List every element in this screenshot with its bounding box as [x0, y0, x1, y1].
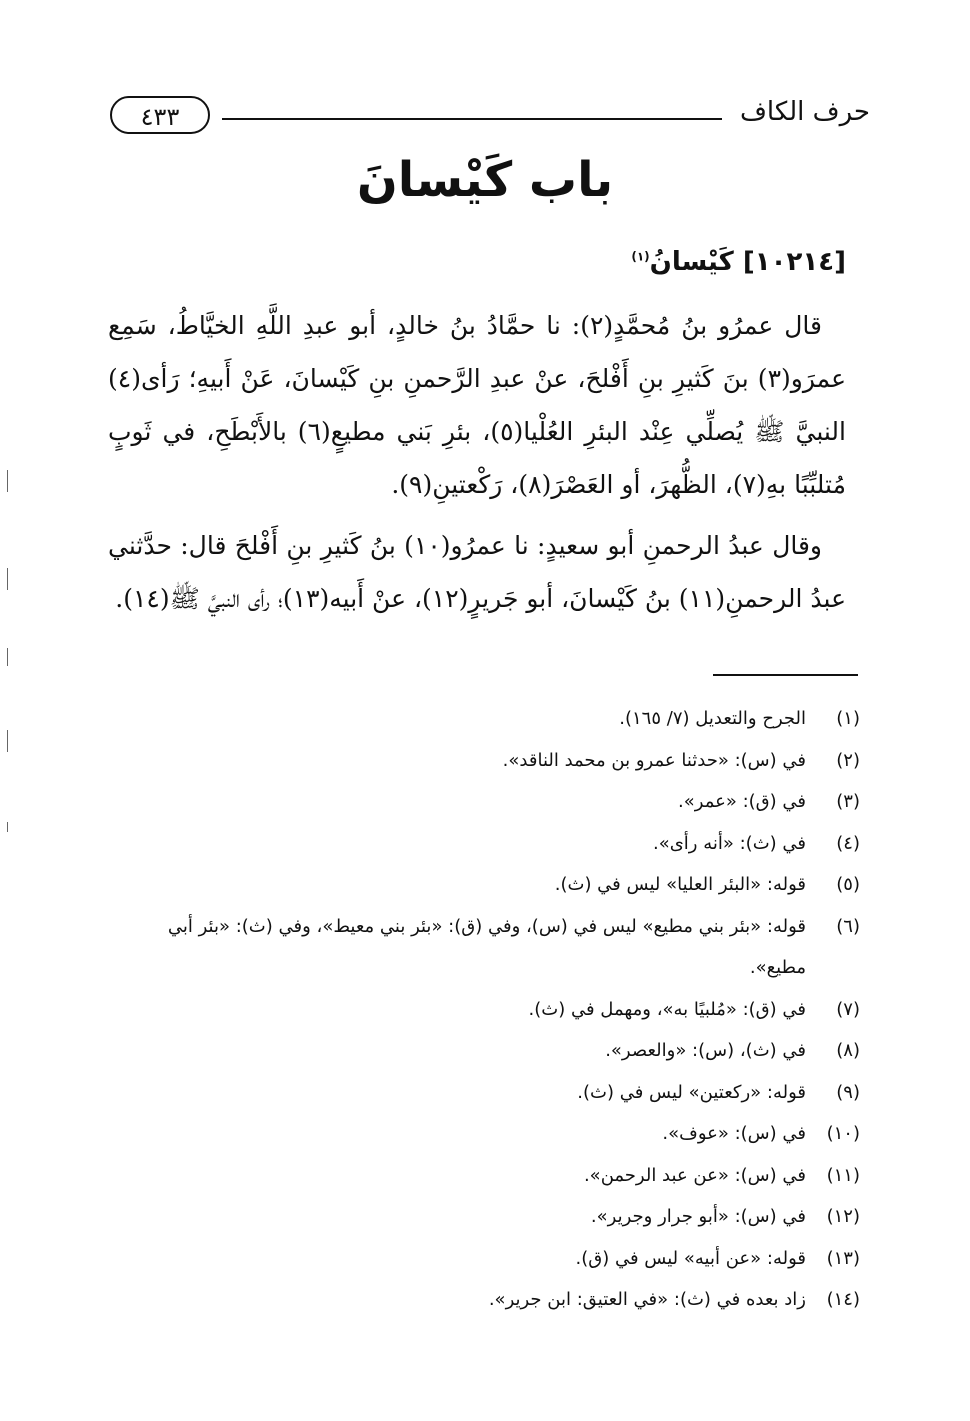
- scan-mark: [7, 568, 8, 590]
- footnote-text: الجرح والتعديل (٧/ ١٦٥).: [619, 708, 806, 729]
- entry-name-note: (١): [631, 249, 650, 264]
- footnote-number: (٤): [836, 832, 860, 854]
- running-header: [110, 92, 870, 140]
- footnote-text: قوله: «بئر بني مطيع» ليس في (س)، وفي (ق): «بئر بني معيط»، وفي (ث): «بئر أبي مطيع».: [167, 915, 806, 978]
- footnote-item: [108, 906, 860, 989]
- footnote-item: [108, 1030, 860, 1072]
- footnote-item: [108, 781, 860, 823]
- footnote-number: (٣): [836, 791, 860, 812]
- scan-mark: [7, 822, 8, 832]
- footnote-number: (١): [836, 708, 860, 729]
- page-number: ٤٣٣: [110, 96, 210, 134]
- footnote-item: [108, 864, 860, 906]
- footnote-item: [108, 823, 860, 865]
- running-title: حرف الكاف: [739, 97, 870, 127]
- footnote-number: (٨): [836, 1040, 860, 1061]
- footnote-item: [108, 989, 860, 1031]
- header-rule: [222, 118, 722, 120]
- footnote-item: [108, 698, 860, 740]
- footnote-text: في (ث)، (س): «والعصر».: [605, 1040, 806, 1061]
- entry-number: [١٠٢١٤]: [742, 247, 846, 277]
- footnote-text: في (ق): «عمر».: [678, 791, 806, 812]
- footnote-number: (١٤): [826, 1289, 860, 1310]
- main-body: [108, 236, 846, 633]
- footnote-text: زاد بعده في (ث): «في العتيق: ابن جرير».: [488, 1289, 806, 1310]
- footnote-item: [108, 1238, 860, 1280]
- footnote-number: (٢): [836, 749, 860, 771]
- chapter-title: باب كَيْسانَ: [356, 152, 614, 208]
- footnote-number: (٩): [836, 1081, 860, 1103]
- footnote-item: [108, 740, 860, 782]
- entry-heading: [108, 236, 846, 289]
- footnote-text: قوله: «البئر العليا» ليس في (ث).: [554, 874, 806, 895]
- footnote-item: [108, 1113, 860, 1155]
- paragraph-1: قال عمرُو بنُ مُحمَّدٍ(٢): نا حمَّادُ بنُ خالدٍ، أبو عبدِ اللَّهِ الخيَّاطُ، سَمِع عمرَو(٣) بنَ كَثيرِ بنِ أَفْلحَ، عنْ عبدِ الرَّحمنِ بنِ كَيْسانَ، عَنْ أَبيهِ؛ رَأى(٤) النبيَّ ﷺ يُصلِّي عِنْد البئرِ العُلْيا(٥)، بئرِ بَني مطيعٍ(٦) بالأَبْطَحِ، في ثَوبٍ مُتلبِّبًا بهِ(٧)، الظُّهرَ، أو العَصْرَ(٨)، رَكْعتينِ(٩).: [108, 311, 846, 499]
- footnotes-list: [108, 698, 860, 1321]
- footnote-number: (١١): [826, 1164, 860, 1186]
- footnote-text: في (س): «أبو جرار وجرير».: [590, 1206, 806, 1227]
- footnote-text: في (س): «عوف».: [662, 1123, 806, 1144]
- footnote-number: (١٣): [826, 1247, 860, 1269]
- footnote-item: [108, 1155, 860, 1197]
- scan-mark: [7, 648, 8, 666]
- footnote-item: [108, 1279, 860, 1321]
- scan-mark: [7, 730, 8, 752]
- footnote-number: (٦): [836, 915, 860, 937]
- footnote-number: (١٠): [826, 1123, 860, 1144]
- entry-name: كَيْسانُ: [649, 247, 734, 277]
- footnote-number: (٧): [836, 998, 860, 1020]
- footnote-number: (٥): [836, 874, 860, 895]
- footnote-number: (١٢): [826, 1206, 860, 1227]
- footnote-item: [108, 1072, 860, 1114]
- footnote-text: في (ق): «مُلبيًا به»، ومهمل في (ث).: [528, 998, 806, 1020]
- footnote-text: قوله: «ركعتين» ليس في (ث).: [577, 1081, 806, 1103]
- footnote-rule: [713, 674, 858, 676]
- footnote-text: في (س): «حدثنا عمرو بن محمد الناقد».: [502, 749, 806, 771]
- footnote-text: قوله: «عن أبيه» ليس في (ق).: [575, 1247, 806, 1269]
- footnote-text: في (ث): «أنه رأى».: [652, 832, 806, 854]
- paragraph-2: وقال عبدُ الرحمنِ أبو سعيدٍ: نا عمرُو(١٠) بنُ كَثيرِ بنِ أَفْلحَ قال: حدَّثني عبدُ الرحمنِ(١١) بنُ كَيْسانَ، أبو جَريرٍ(١٢)، عنْ أَبيه(١٣)؛ رأى النبيَّ ﷺ(١٤).: [108, 531, 846, 613]
- footnote-text: في (س): «عن عبد الرحمن».: [583, 1164, 806, 1186]
- scan-mark: [7, 470, 8, 492]
- footnote-item: [108, 1196, 860, 1238]
